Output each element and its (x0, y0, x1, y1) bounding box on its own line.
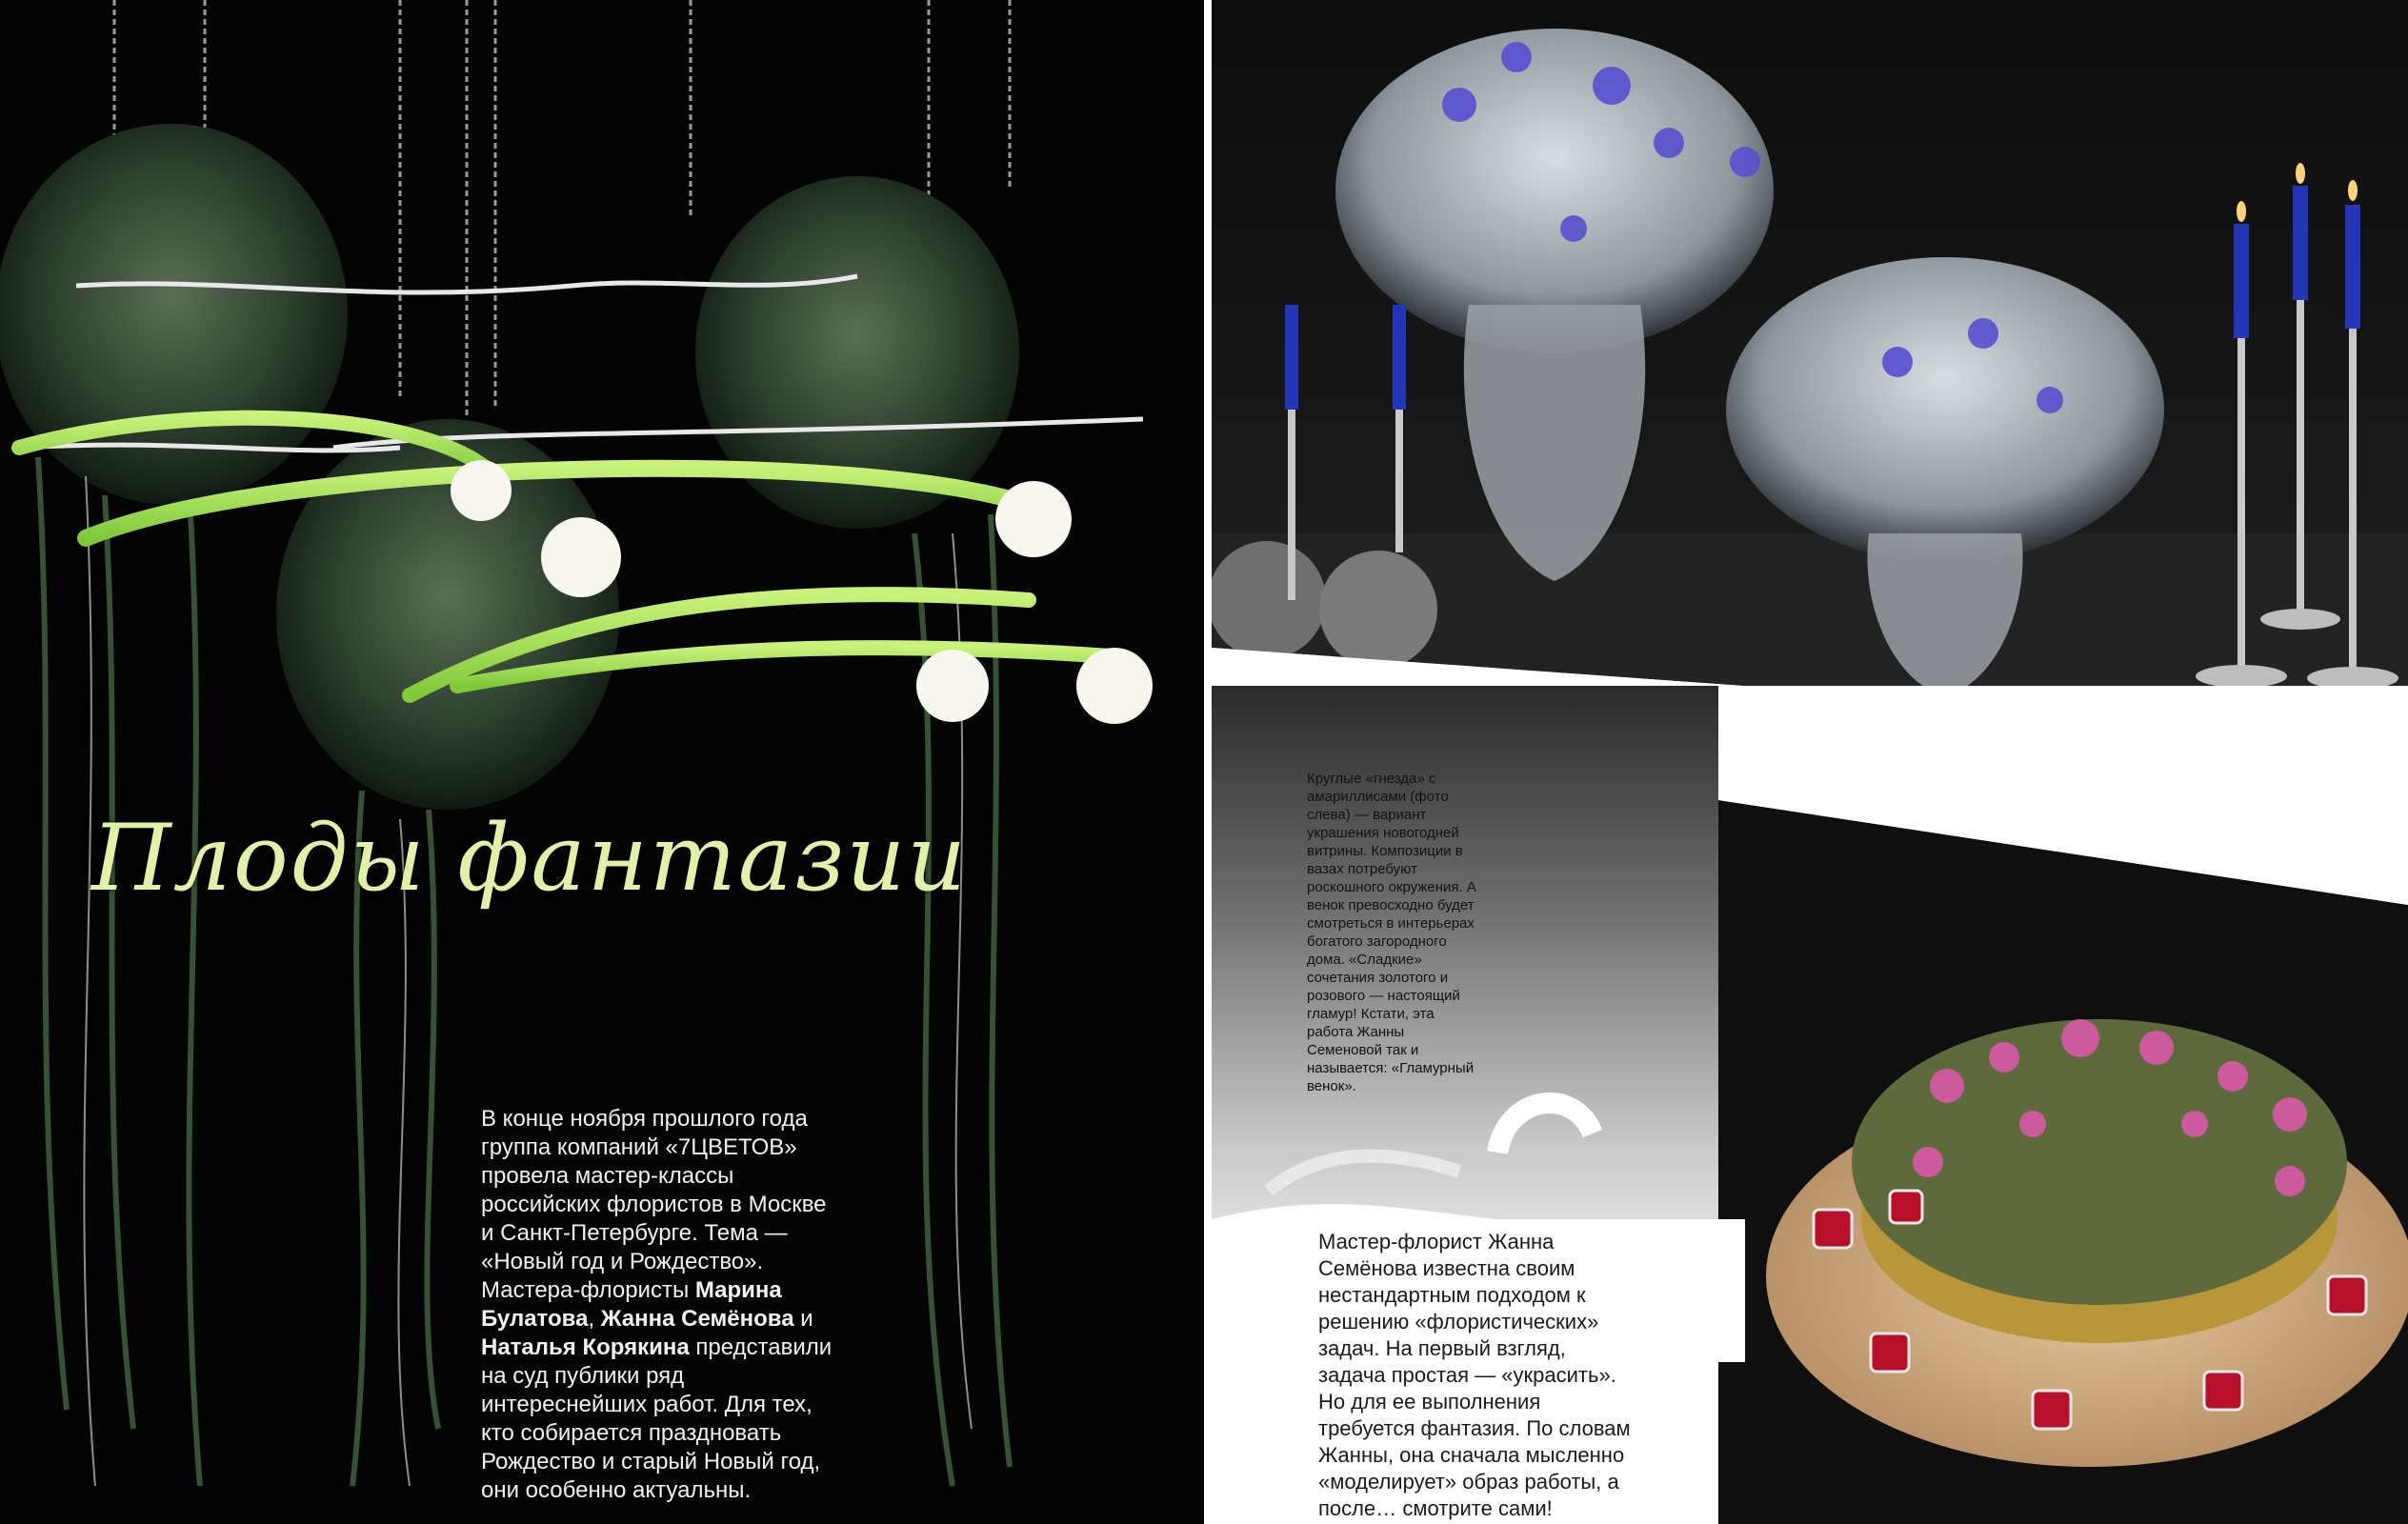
florist-name-3: Наталья Корякина (481, 1334, 690, 1360)
glamour-wreath-photo (1718, 686, 2408, 1524)
intro-separator-1: , (588, 1306, 601, 1332)
page-gutter (1204, 0, 1212, 1524)
vase-arrangements-photo (1212, 0, 2408, 791)
florist-name-1: Марина Булатова (481, 1277, 782, 1332)
page-title: Плоды фантазии (91, 805, 969, 912)
photo-caption: Круглые «гнезда» с амариллисами (фото слева) — вариант украшения новогодней витрины. Композиции в вазах потребуют роскошного окружения. А венок превосходно будет смотреться в интерьерах богатого загородного дома. «Сладкие» сочетания золотого и розового — настоящий гламур! Кстати, эта работа Жанны Семеновой так и называется: «Гламурный венок». (1307, 771, 1476, 1094)
florist-name-2: Жанна Семёнова (600, 1306, 794, 1332)
intro-paragraph (481, 1105, 843, 1505)
article-body: Мастер-флорист Жанна Семёнова известна своим нестандартным подходом к решению «флористических» задач. На первый взгляд, задача простая — «украсить». Но для ее выполнения требуется фантазия. По словам Жанны, она сначала мысленно «моделирует» образ работы, а после… смотрите сами! (1318, 1230, 1631, 1520)
intro-text-end: представили на суд публики ряд интереснейших работ. Для тех, кто собирается праздновать Рождество и старый Новый год, они особенно актуальны. (481, 1334, 833, 1503)
intro-separator-2: и (793, 1306, 813, 1332)
right-page (1212, 0, 2408, 1524)
intro-text-start: В конце ноября прошлого года группа компаний «7ЦВЕТОВ» провела мастер-классы российских флористов в Москве и Санкт-Петербурге. Тема — «Новый год и Рождество». Мастера-флористы (481, 1106, 827, 1303)
